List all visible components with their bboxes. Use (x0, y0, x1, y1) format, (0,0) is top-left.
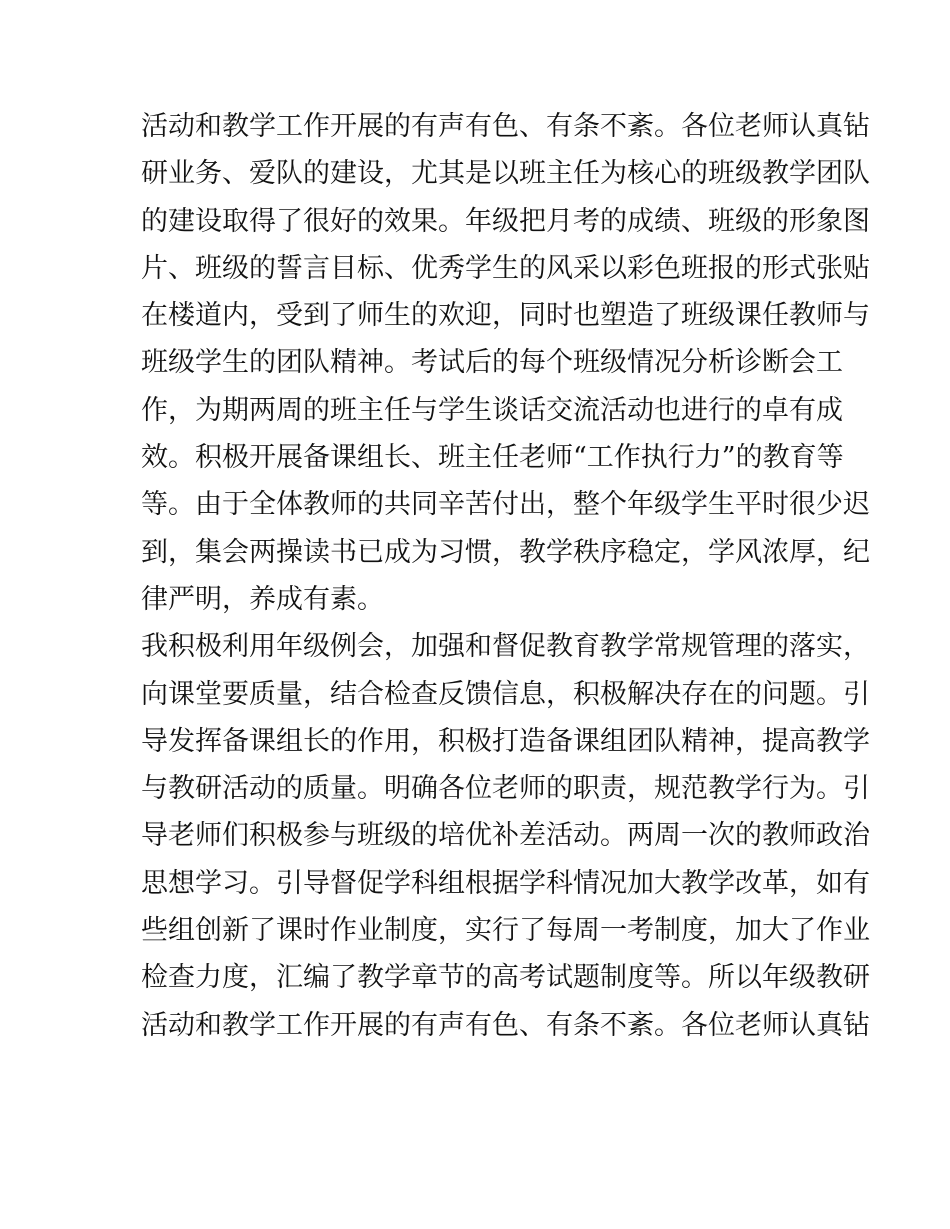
body-text (141, 103, 870, 1049)
text-line: 向课堂要质量，结合检查反馈信息，积极解决存在的问题。引 (141, 678, 870, 710)
text-line: 导老师们积极参与班级的培优补差活动。两周一次的教师政治 (141, 820, 870, 852)
text-line: 我积极利用年级例会，加强和督促教育教学常规管理的落实， (141, 631, 870, 663)
text-line: 活动和教学工作开展的有声有色、有条不紊。各位老师认真钻 (141, 1009, 870, 1041)
text-line: 到，集会两操读书已成为习惯，教学秩序稳定，学风浓厚，纪 (141, 536, 870, 568)
text-line: 思想学习。引导督促学科组根据学科情况加大教学改革，如有 (141, 867, 870, 899)
text-line: 在楼道内，受到了师生的欢迎，同时也塑造了班级课任教师与 (141, 300, 870, 332)
text-line: 作，为期两周的班主任与学生谈话交流活动也进行的卓有成 (141, 394, 843, 426)
text-line: 班级学生的团队精神。考试后的每个班级情况分析诊断会工 (141, 347, 843, 379)
text-line: 等。由于全体教师的共同辛苦付出，整个年级学生平时很少迟 (141, 489, 870, 521)
text-line: 活动和教学工作开展的有声有色、有条不紊。各位老师认真钻 (141, 111, 870, 142)
text-line: 效。积极开展备课组长、班主任老师“工作执行力”的教育等 (141, 442, 844, 474)
text-line: 律严明，养成有素。 (141, 583, 384, 615)
text-line: 的建设取得了很好的效果。年级把月考的成绩、班级的形象图 (141, 205, 870, 237)
text-line: 研业务、爱队的建设，尤其是以班主任为核心的班级教学团队 (141, 158, 870, 190)
text-line: 与教研活动的质量。明确各位老师的职责，规范教学行为。引 (141, 773, 870, 805)
text-line: 些组创新了课时作业制度，实行了每周一考制度，加大了作业 (141, 915, 870, 947)
text-line: 片、班级的誓言目标、优秀学生的风采以彩色班报的形式张贴 (141, 252, 870, 284)
text-line: 检查力度，汇编了教学章节的高考试题制度等。所以年级教研 (141, 962, 870, 994)
text-line: 导发挥备课组长的作用，积极打造备课组团队精神，提高教学 (141, 725, 870, 757)
